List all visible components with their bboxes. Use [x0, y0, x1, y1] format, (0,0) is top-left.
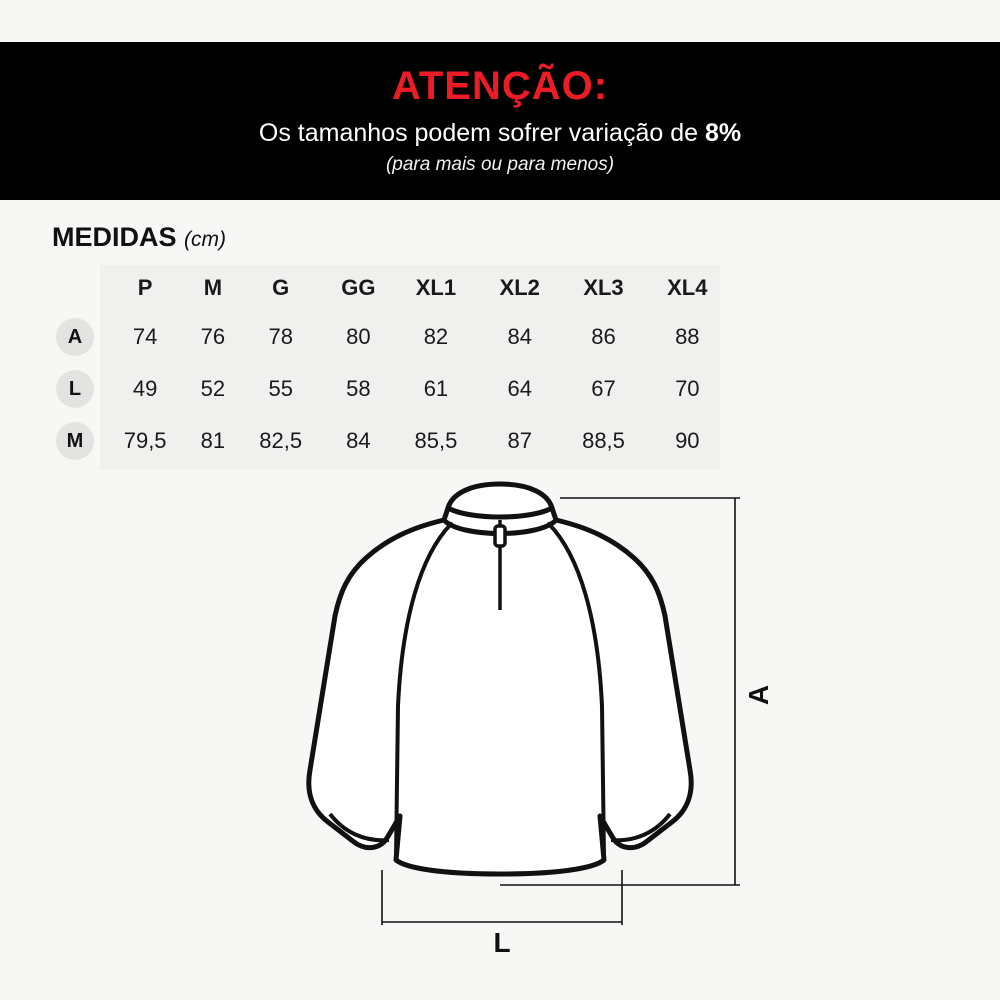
banner-note: (para mais ou para menos): [385, 154, 615, 175]
cell-a-p: 74: [132, 324, 158, 349]
banner-title: ATENÇÃO:: [391, 64, 609, 108]
column-header-xl1: XL1: [415, 275, 457, 300]
cell-m-xl3: 88,5: [582, 428, 625, 453]
table-row: [48, 311, 728, 363]
size-table-wrapper: [0, 265, 1000, 485]
cell-m-g: 82,5: [259, 428, 303, 453]
cell-l-xl2: 64: [507, 376, 532, 401]
cell-m-gg: 84: [346, 428, 371, 453]
attention-banner: [0, 42, 1000, 200]
cell-l-m: 52: [200, 376, 226, 401]
cell-m-m: 81: [200, 428, 226, 453]
cell-m-p: 79,5: [123, 428, 167, 453]
cell-a-m: 76: [200, 324, 226, 349]
size-table: [48, 265, 728, 467]
cell-l-xl4: 70: [675, 376, 700, 401]
table-header-row: [48, 265, 728, 311]
cell-a-xl1: 82: [423, 324, 449, 349]
column-header-p: P: [137, 275, 153, 300]
column-header-xl4: XL4: [667, 275, 708, 300]
cell-a-xl2: 84: [507, 324, 532, 349]
banner-subtitle-percent: 8%: [704, 119, 742, 147]
cell-a-xl4: 88: [675, 324, 700, 349]
cell-l-xl1: 61: [423, 376, 449, 401]
cell-a-g: 78: [268, 324, 293, 349]
cell-a-xl3: 86: [591, 324, 616, 349]
column-header-g: G: [272, 275, 290, 300]
column-header-gg: GG: [341, 275, 376, 300]
cell-m-xl1: 85,5: [414, 428, 458, 453]
cell-m-xl2: 87: [507, 428, 532, 453]
table-row: [48, 363, 728, 415]
top-spacer: [0, 0, 1000, 42]
table-row: [48, 415, 728, 467]
cell-a-gg: 80: [346, 324, 371, 349]
row-label-badge: L: [56, 370, 94, 408]
row-header-m: [48, 415, 102, 467]
row-header-a: [48, 311, 102, 363]
banner-subtitle: [0, 118, 1000, 148]
column-header-xl2: XL2: [499, 275, 540, 300]
banner-subtitle-text: Os tamanhos podem sofrer variação de: [258, 119, 705, 147]
row-label-badge: A: [56, 318, 94, 356]
cell-l-xl3: 67: [591, 376, 616, 401]
page-title: [52, 222, 1000, 253]
row-header-l: [48, 363, 102, 415]
cell-m-xl4: 90: [675, 428, 700, 453]
table-corner-cell: [48, 265, 102, 311]
cell-l-p: 49: [132, 376, 158, 401]
cell-l-g: 55: [268, 376, 293, 401]
column-header-m: M: [203, 275, 223, 300]
row-label-badge: M: [56, 422, 94, 460]
garment-illustration: [0, 470, 1000, 990]
measures-heading-text: MEDIDAS: [52, 222, 177, 252]
measures-unit: (cm): [184, 228, 227, 251]
column-header-xl3: XL3: [583, 275, 624, 300]
cell-l-gg: 58: [346, 376, 371, 401]
label-height-a: A: [743, 684, 774, 706]
label-width-l: L: [493, 927, 511, 958]
